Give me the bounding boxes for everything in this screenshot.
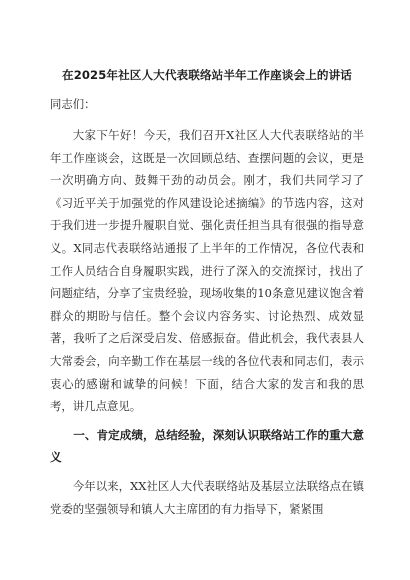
section-heading: 一、肯定成绩，总结经验，深刻认识联络站工作的重大意义 — [50, 427, 364, 465]
document-title: 在2025年社区人大代表联络站半年工作座谈会上的讲话 — [62, 68, 352, 82]
section-paragraph: 今年以来，XX社区人大代表联络站及基层立法联络点在镇党委的坚强领导和镇人大主席团的有力指导下，紧紧围 — [50, 478, 364, 516]
salutation: 同志们： — [50, 97, 96, 111]
body-paragraph: 大家下午好！今天，我们召开X社区人大代表联络站的半年工作座谈会，这既是一次回顾总结、查摆问题的会议，更是一次明确方向、鼓舞干劲的动员会。刚才，我们共同学习了《习近平关于加强党的作风建设论述摘编》的节选内容，这对于我们进一步提升履职自觉、强化责任担当具有很强的指导意义。X同志代表联络站通报了上半年的工作情况，各位代表和工作人员结合自身履职实践，进行了深入的交流探讨，找出了问题症结，分享了宝贵经验，现场收集的10条意见建议饱含着群众的期盼与信任。整个会议内容务实、讨论热烈、成效显著，我听了之后深受启发、倍感振奋。借此机会，我代表县人大常委会，向辛勤工作在基层一线的各位代表和同志们，表示衷心的感谢和诚挚的问候！下面，结合大家的发言和我的思考，讲几点意见。 — [50, 128, 364, 414]
